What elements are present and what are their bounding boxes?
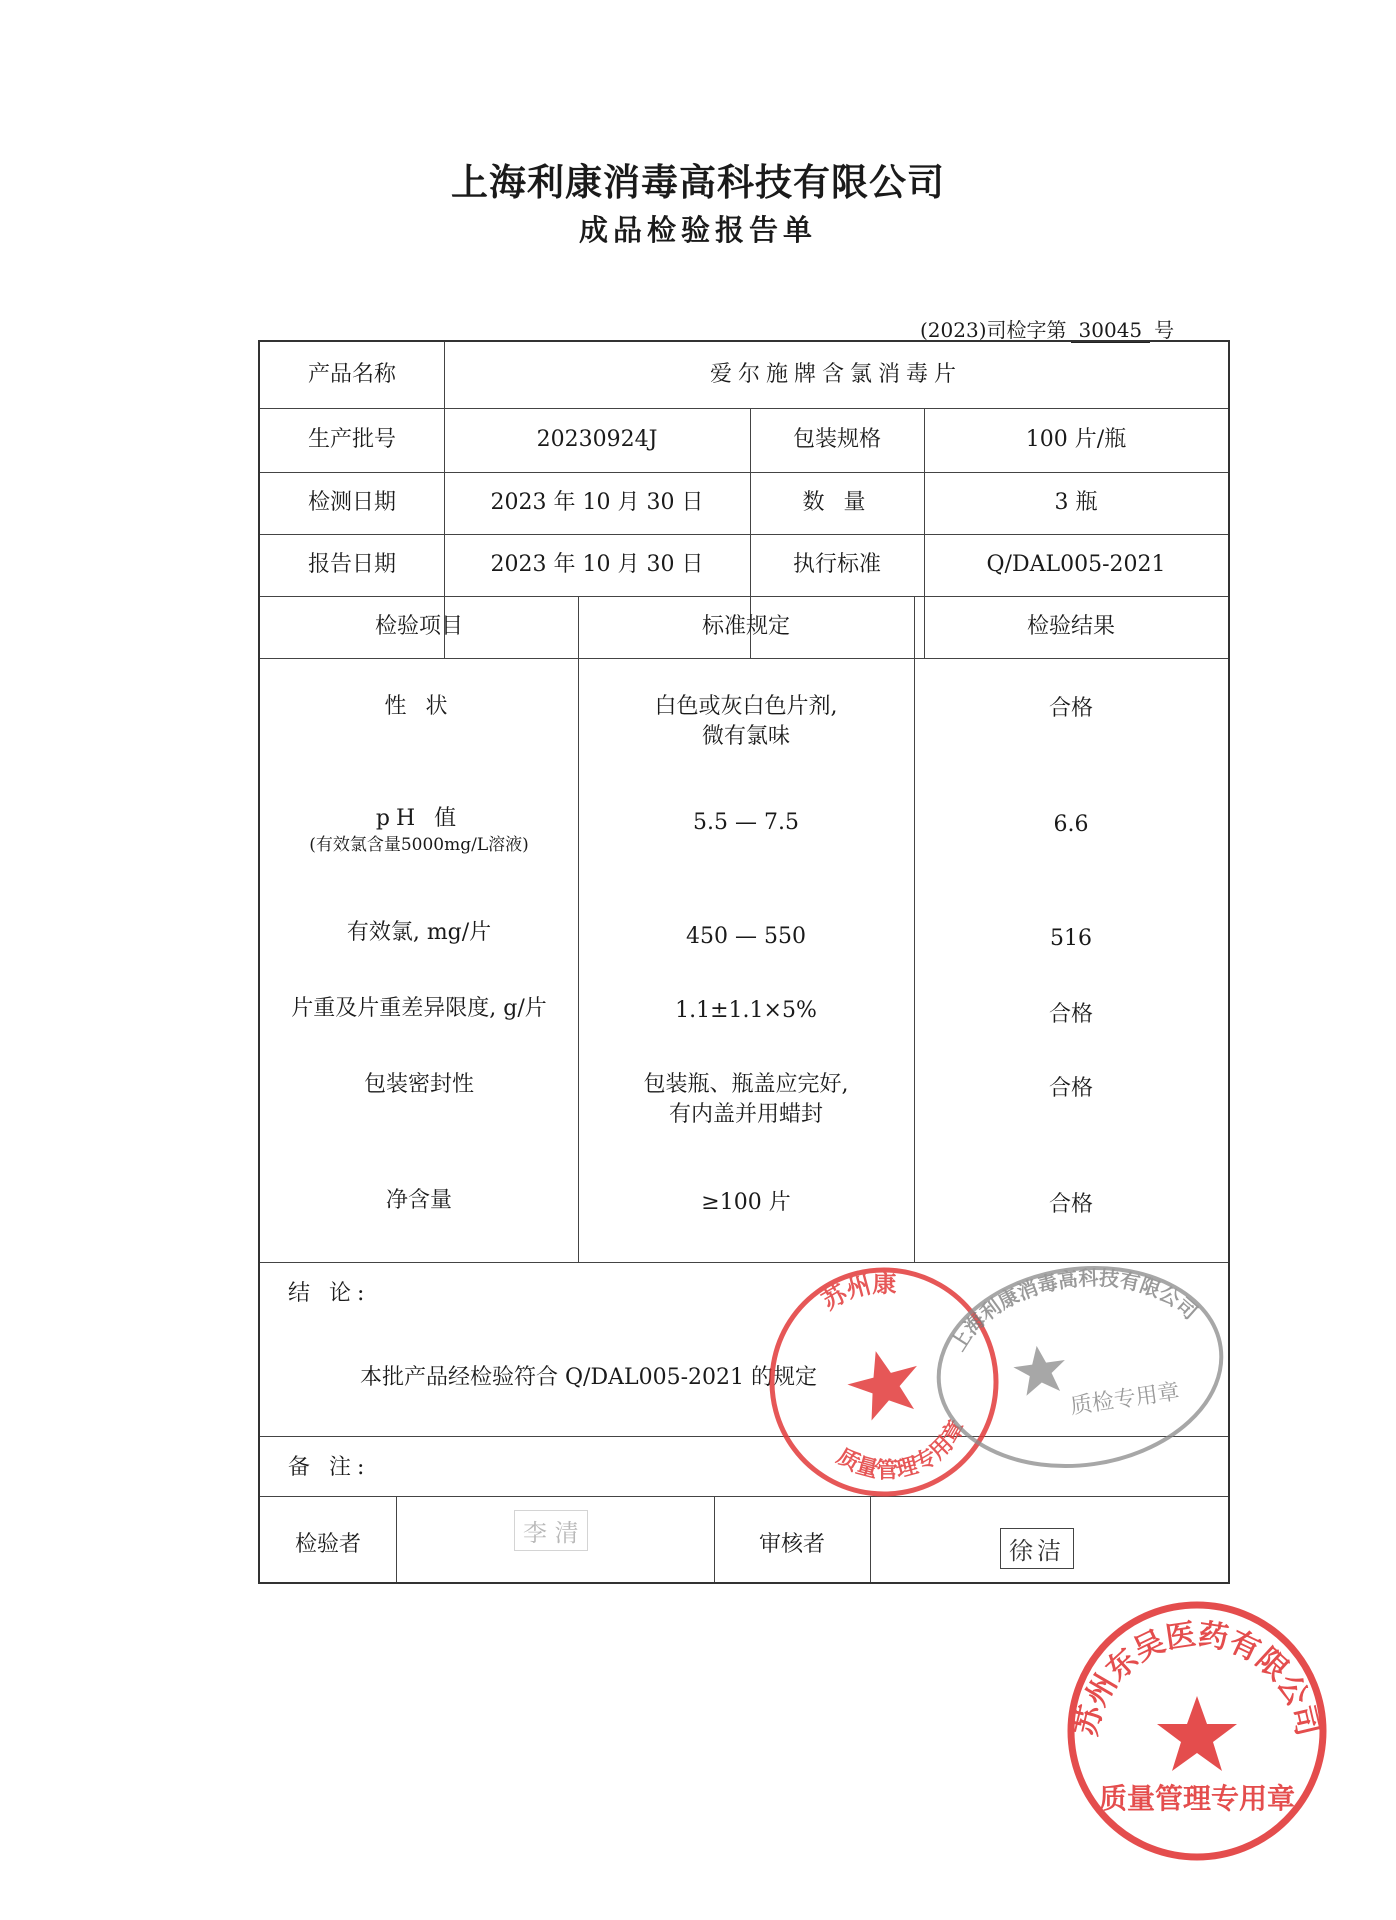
standard-value: Q/DAL005-2021 (986, 552, 1166, 578)
package-label: 包装规格 (792, 427, 881, 453)
large-red-seal-top-text: 苏州东吴医药有限公司 (1068, 1617, 1326, 1740)
product-name-label: 产品名称 (307, 362, 396, 388)
red-seal-top-text: 苏州康 (817, 1269, 897, 1316)
test-spec: 5.5 — 7.5 (693, 810, 799, 835)
test-item (260, 804, 578, 884)
column-header-result: 检验结果 (1026, 614, 1115, 640)
test-result: 516 (1050, 926, 1092, 951)
column-header-spec: 标准规定 (701, 614, 790, 640)
report-number: 30045 (1071, 318, 1151, 343)
test-result: 合格 (1048, 1076, 1093, 1101)
remarks-label: 备 注: (288, 1455, 371, 1480)
test-spec: ≥100 片 (701, 1190, 791, 1215)
report-number-suffix: 号 (1154, 318, 1175, 342)
gray-oval-top-text: 上海利康消毒高科技有限公司 (945, 1265, 1203, 1356)
gray-oval-bottom-text: 质检专用章 (1068, 1379, 1182, 1420)
test-result: 6.6 (1053, 812, 1089, 837)
report-title: 成品检验报告单 (578, 213, 817, 247)
test-spec-line: 包装瓶、瓶盖应完好, (643, 1072, 849, 1097)
report-number-line (920, 314, 1174, 343)
inspector-signature: 李 清 (514, 1510, 588, 1551)
star-icon (1011, 1342, 1069, 1397)
large-red-seal-stamp (1062, 1596, 1332, 1866)
test-item: 有效氯, mg/片 (346, 920, 492, 945)
test-spec: 450 — 550 (686, 924, 806, 949)
test-result: 合格 (1048, 1192, 1093, 1217)
test-spec (578, 692, 914, 772)
column-header-item: 检验项目 (374, 614, 463, 640)
test-spec-line: 有内盖并用蜡封 (668, 1101, 823, 1127)
test-spec-line: 白色或灰白色片剂, (654, 694, 838, 719)
conclusion-label: 结 论: (288, 1281, 371, 1306)
standard-label: 执行标准 (792, 552, 881, 578)
report-number-prefix: (2023)司检字第 (920, 318, 1067, 342)
quantity-label: 数 量 (802, 490, 872, 516)
batch-value: 20230924J (536, 427, 658, 453)
star-icon (841, 1342, 928, 1424)
gray-oval-body (930, 1262, 1230, 1472)
report-date: 2023 年 10 月 30 日 (490, 552, 704, 578)
batch-label: 生产批号 (307, 427, 396, 453)
test-spec (578, 1070, 914, 1150)
star-icon (1157, 1696, 1237, 1771)
quantity-value: 3 瓶 (1054, 490, 1098, 516)
test-item: 净含量 (385, 1188, 452, 1213)
test-item: 包装密封性 (363, 1072, 474, 1097)
reviewer-label: 审核者 (758, 1532, 825, 1558)
test-date-label: 检测日期 (307, 490, 396, 516)
large-red-seal-bottom-text: 质量管理专用章 (1098, 1782, 1296, 1815)
gray-oval-stamp (930, 1262, 1230, 1472)
large-red-seal-body (1069, 1605, 1325, 1857)
gray-oval-ring (930, 1262, 1230, 1472)
report-date-label: 报告日期 (307, 552, 396, 578)
package-value: 100 片/瓶 (1025, 427, 1127, 453)
inspector-label: 检验者 (294, 1532, 361, 1558)
test-item: 性 状 (384, 694, 454, 719)
test-date: 2023 年 10 月 30 日 (490, 490, 704, 516)
test-item-note: (有效氯含量5000mg/L溶液) (309, 834, 529, 855)
test-item: 片重及片重差异限度, g/片 (291, 996, 547, 1021)
company-name: 上海利康消毒高科技有限公司 (451, 161, 945, 204)
conclusion-text: 本批产品经检验符合 Q/DAL005-2021 的规定 (360, 1365, 817, 1390)
test-spec-line: 微有氯味 (701, 723, 790, 749)
test-result: 合格 (1048, 696, 1093, 721)
test-item-label: pH 值 (375, 806, 463, 831)
test-result: 合格 (1048, 1002, 1093, 1027)
test-spec: 1.1±1.1×5% (675, 998, 817, 1023)
reviewer-signature: 徐洁 (1000, 1528, 1074, 1569)
red-seal-bottom-text: 质量管理专用章 (832, 1416, 971, 1484)
product-name: 爱尔施牌含氯消毒片 (709, 362, 962, 388)
